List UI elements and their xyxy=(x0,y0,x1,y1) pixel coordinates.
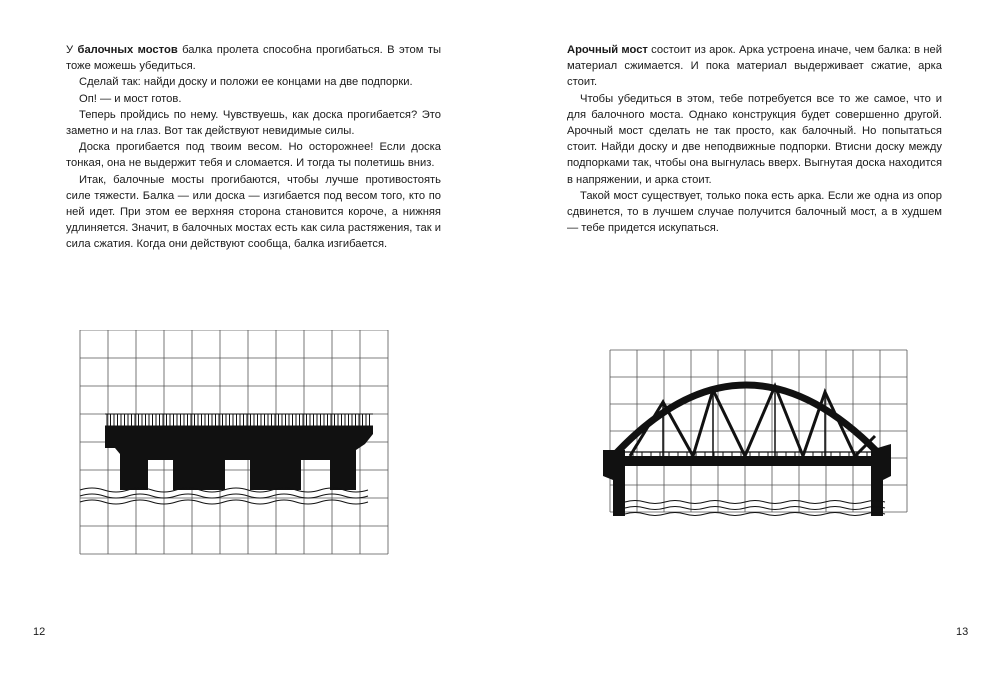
paragraph: Такой мост существует, только пока есть арка. Если же одна из опор сдвинется, то в лучшем случае получится балочный мост, а в худшем — тебе придется искупаться. xyxy=(567,189,942,235)
water-waves xyxy=(80,488,368,504)
bold-term: Арочный мост xyxy=(567,44,648,56)
bridge-deck xyxy=(613,456,883,466)
paragraph: Арочный мост состоит из арок. Арка устроена иначе, чем балка: в ней материал сжимается. И пока материал выдерживает сжатие, арка стоит. xyxy=(567,44,942,89)
paragraph: Чтобы убедиться в этом, тебе потребуется все то же самое, что и для балочного моста. Однако конструкция будет совершенно другой. Арочный мост сделать не так просто, как балочный. Но попытаться стоит. Найди доску и две неподвижные подпорки. Втисни доску между подпорками так, чтобы она выгнулась вверх. Выгнутая доска находится в напряжении, и арка стоит. xyxy=(567,92,942,186)
paragraph: Оп! — и мост готов. xyxy=(79,92,182,105)
paragraph: Доска прогибается под твоим весом. Но осторожнее! Если доска тонкая, она не выдержит тебя и сломается. И тогда ты полетишь вниз. xyxy=(66,141,441,170)
beam-with-piers xyxy=(105,426,373,490)
bridge-railing xyxy=(105,414,373,426)
paragraph: У балочных мостов балка пролета способна прогибаться. В этом ты тоже можешь убедиться. xyxy=(66,44,441,73)
left-page-text xyxy=(66,42,441,253)
paragraph: Сделай так: найди доску и положи ее концами на две подпорки. xyxy=(79,76,413,89)
truss xyxy=(630,386,875,456)
bold-term: балочных мостов xyxy=(77,44,178,56)
paragraph: Итак, балочные мосты прогибаются, чтобы лучше противостоять силе тяжести. Балка — или доска — изгибается под весом того, кто по ней идет. При этом ее верхняя сторона становится короче, а нижняя удлиняется. Значит, в балочных мостах есть как сила растяжения, так и сила сжатия. Когда они действуют сообща, балка изгибается. xyxy=(66,173,441,251)
grid-paper xyxy=(610,350,907,512)
left-abutment xyxy=(603,450,625,516)
beam-bridge-illustration xyxy=(60,330,410,570)
paragraph: Теперь пройдись по нему. Чувствуешь, как доска прогибается? Это заметно и на глаз. Вот так действуют невидимые силы. xyxy=(66,108,441,138)
left-page xyxy=(0,0,500,676)
right-page xyxy=(500,0,1000,676)
water-waves xyxy=(625,501,885,516)
page-number: 12 xyxy=(33,626,46,638)
page-number: 13 xyxy=(956,626,969,638)
right-abutment xyxy=(871,444,891,516)
right-page-text xyxy=(567,42,942,236)
arch-bridge-illustration xyxy=(585,340,915,550)
